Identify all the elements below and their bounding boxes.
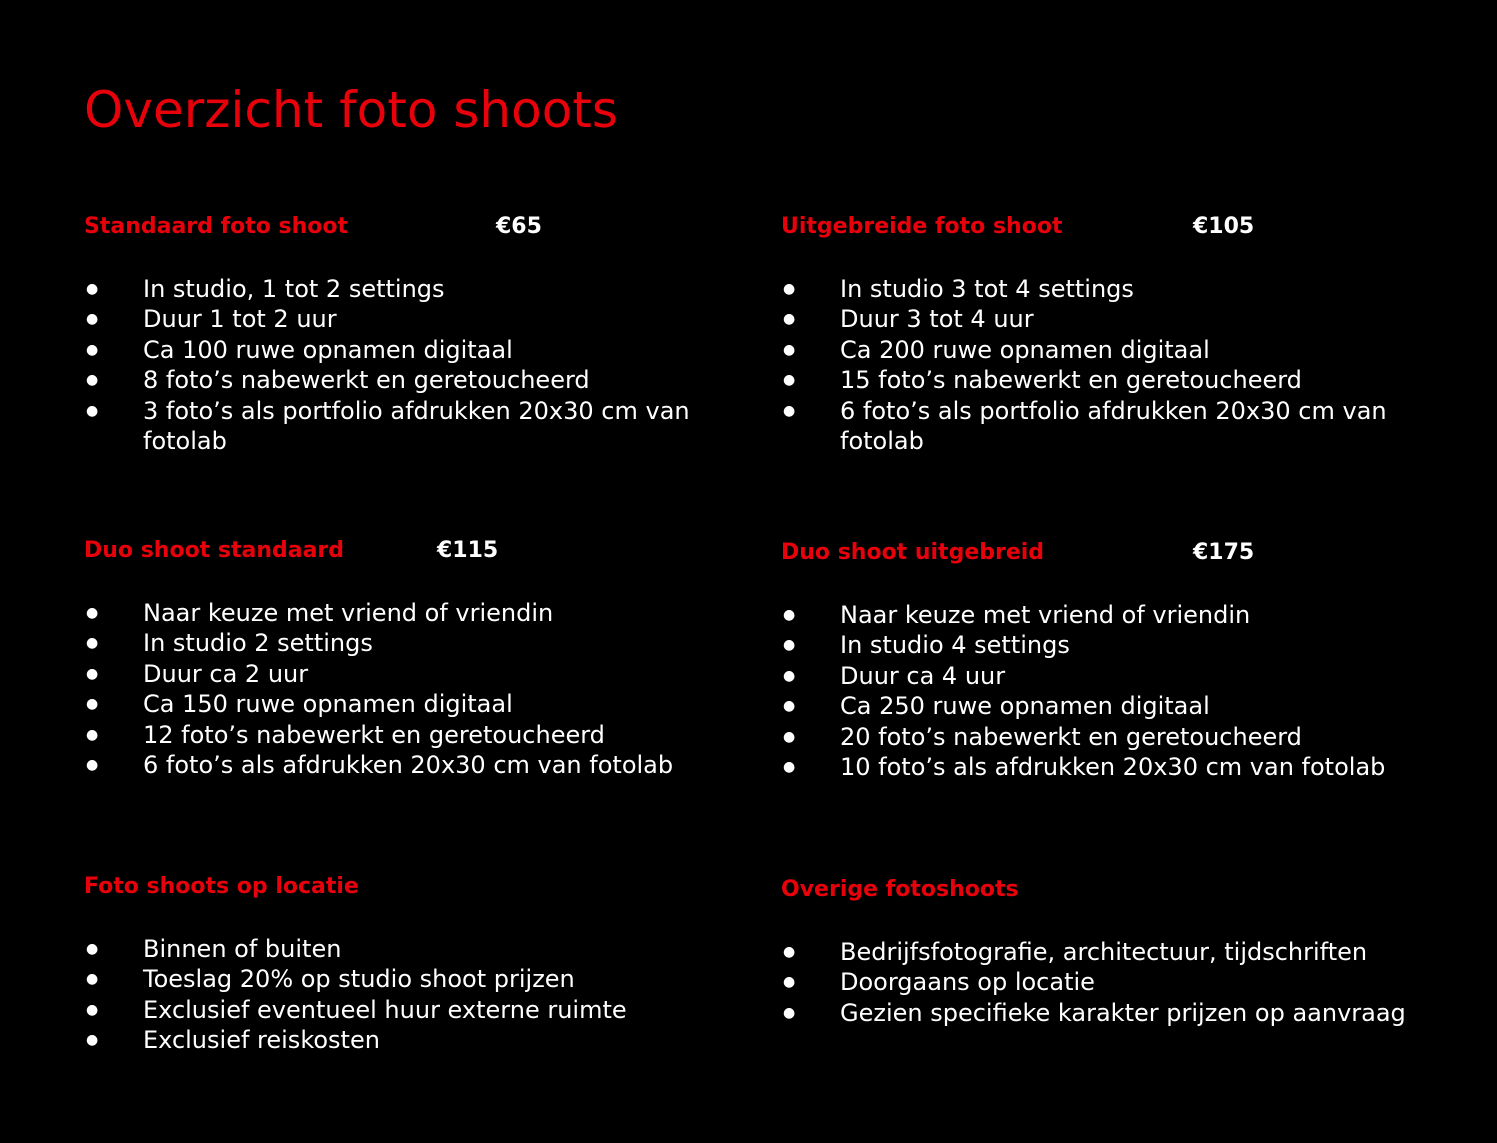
list-item-text: In studio 3 tot 4 settings [840,275,1134,303]
list-item [84,750,764,780]
list-item-text: 20 foto’s nabewerkt en geretoucheerd [840,722,1302,751]
list-item-text: Binnen of buiten [143,935,342,963]
section-title: Duo shoot uitgebreid [781,540,1045,565]
section-title: Standaard foto shoot [84,214,349,239]
list-item [781,396,1421,457]
list-item-text: Ca 100 ruwe opnamen digitaal [143,335,513,364]
list-item-text: Duur ca 2 uur [143,659,309,688]
list-item-text: 10 foto’s als afdrukken 20x30 cm van fotolab [840,753,1386,782]
bullet-icon: ● [783,667,796,684]
list-item-text: 6 foto’s als portfolio afdrukken 20x30 cm van fotolab [840,396,1387,456]
list-item-text: Gezien specifieke karakter prijzen op aanvraag [840,998,1406,1027]
bullet-icon: ● [783,372,796,389]
bullet-icon: ● [86,311,99,328]
list-item-text: Exclusief eventueel huur externe ruimte [143,995,627,1024]
list-item [84,628,764,658]
list-item [84,934,764,964]
page-title: Overzicht foto shoots [84,81,618,139]
section-header [781,875,1461,905]
bullet-icon: ● [86,341,99,358]
bullet-icon: ● [86,281,99,297]
list-item-text: Duur 3 tot 4 uur [840,305,1034,334]
bullet-icon: ● [783,607,796,623]
bullet-icon: ● [86,1001,99,1018]
list-item-text: 8 foto’s nabewerkt en geretoucheerd [143,366,590,395]
list-item [781,752,1461,782]
section-foto-shoots-op-locatie [84,872,764,1055]
list-item [84,689,764,719]
list-item-text: In studio, 1 tot 2 settings [143,275,445,303]
bullet-icon: ● [783,402,796,419]
section-title: Overige fotoshoots [781,877,1019,902]
list-item [84,598,764,628]
feature-list [781,274,1421,456]
bullet-icon: ● [86,971,99,988]
section-header [781,212,1461,242]
list-item [84,720,764,750]
section-header [84,872,764,902]
bullet-icon: ● [783,759,796,776]
list-item [781,335,1421,365]
list-item [84,365,724,395]
bullet-icon: ● [86,726,99,743]
list-item-text: Ca 250 ruwe opnamen digitaal [840,692,1210,721]
list-item-text: Exclusief reiskosten [143,1026,380,1055]
bullet-icon: ● [783,728,796,745]
list-item [781,722,1461,752]
list-item [781,661,1461,691]
bullet-icon: ● [86,372,99,389]
section-title: Duo shoot standaard [84,538,345,563]
list-item [84,995,764,1025]
list-item [781,998,1481,1028]
list-item-text: 3 foto’s als portfolio afdrukken 20x30 cm van fotolab [143,396,690,456]
list-item [781,365,1421,395]
list-item-text: 12 foto’s nabewerkt en geretoucheerd [143,720,605,749]
feature-list [84,274,724,456]
bullet-icon: ● [783,698,796,715]
list-item [84,964,764,994]
bullet-icon: ● [86,696,99,713]
bullet-icon: ● [86,757,99,774]
section-header [84,212,764,242]
feature-list [84,598,764,780]
list-item-text: Naar keuze met vriend of vriendin [143,599,554,627]
bullet-icon: ● [783,311,796,328]
list-item-text: Duur 1 tot 2 uur [143,305,337,334]
section-uitgebreide-foto-shoot [781,212,1461,456]
bullet-icon: ● [86,402,99,419]
list-item [84,335,724,365]
list-item [84,396,724,457]
bullet-icon: ● [783,974,796,991]
section-price: €175 [1193,540,1255,565]
list-item [781,304,1421,334]
list-item-text: 15 foto’s nabewerkt en geretoucheerd [840,366,1302,395]
feature-list [84,934,764,1056]
list-item-text: In studio 2 settings [143,629,373,658]
list-item-text: Naar keuze met vriend of vriendin [840,601,1251,629]
feature-list [781,937,1481,1028]
list-item [84,304,724,334]
section-duo-shoot-standaard [84,536,764,780]
section-price: €65 [496,214,542,239]
list-item-text: Ca 200 ruwe opnamen digitaal [840,335,1210,364]
list-item-text: Bedrijfsfotografie, architectuur, tijdschriften [840,938,1368,966]
list-item-text: Duur ca 4 uur [840,661,1006,690]
section-duo-shoot-uitgebreid [781,538,1461,782]
feature-list [781,600,1461,782]
bullet-icon: ● [783,281,796,297]
list-item [84,274,724,304]
section-standaard-foto-shoot [84,212,764,456]
list-item [84,1025,764,1055]
section-title: Uitgebreide foto shoot [781,214,1063,239]
list-item [781,630,1461,660]
bullet-icon: ● [783,341,796,358]
section-price: €115 [437,538,499,563]
bullet-icon: ● [86,665,99,682]
list-item-text: 6 foto’s als afdrukken 20x30 cm van fotolab [143,751,674,780]
list-item-text: Toeslag 20% op studio shoot prijzen [143,965,575,994]
list-item [84,659,764,689]
bullet-icon: ● [783,1004,796,1021]
list-item [781,937,1481,967]
list-item-text: Doorgaans op locatie [840,968,1095,997]
bullet-icon: ● [783,637,796,654]
section-overige-fotoshoots [781,875,1461,1027]
section-header [84,536,764,566]
bullet-icon: ● [783,944,796,960]
section-price: €105 [1193,214,1255,239]
list-item-text: Ca 150 ruwe opnamen digitaal [143,690,513,719]
bullet-icon: ● [86,941,99,957]
list-item [781,274,1421,304]
section-title: Foto shoots op locatie [84,874,359,899]
list-item [781,691,1461,721]
list-item [781,967,1481,997]
list-item-text: In studio 4 settings [840,631,1070,660]
bullet-icon: ● [86,1032,99,1049]
bullet-icon: ● [86,635,99,652]
list-item [781,600,1461,630]
section-header [781,538,1461,568]
bullet-icon: ● [86,605,99,621]
